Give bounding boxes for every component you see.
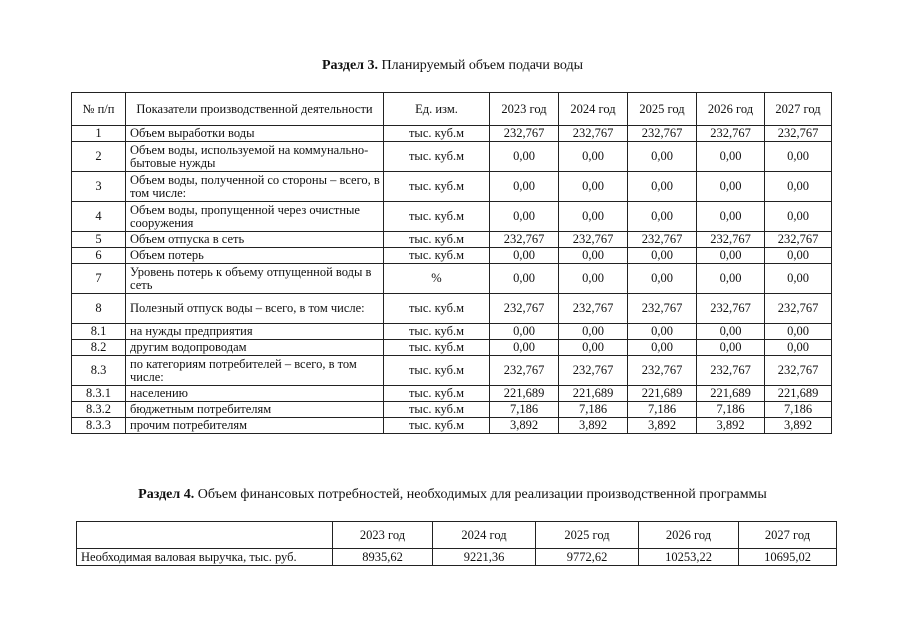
value-2025: 3,892 <box>628 418 697 434</box>
value-2023: 0,00 <box>490 202 559 232</box>
row-number: 1 <box>72 126 126 142</box>
table-header-row <box>77 522 837 549</box>
value-2027: 10695,02 <box>739 549 837 566</box>
row-number: 8.3.3 <box>72 418 126 434</box>
row-indicator: Объем отпуска в сеть <box>126 232 384 248</box>
value-2026: 0,00 <box>697 172 765 202</box>
table-row <box>72 232 832 248</box>
row-indicator: населению <box>126 386 384 402</box>
value-2026: 0,00 <box>697 324 765 340</box>
col-header-indicator: Показатели производственной деятельности <box>126 93 384 126</box>
value-2023: 0,00 <box>490 248 559 264</box>
value-2026: 3,892 <box>697 418 765 434</box>
value-2025: 0,00 <box>628 142 697 172</box>
value-2027: 3,892 <box>765 418 832 434</box>
value-2025: 0,00 <box>628 248 697 264</box>
table-row <box>72 202 832 232</box>
value-2023: 0,00 <box>490 172 559 202</box>
table-row <box>72 294 832 324</box>
water-supply-table <box>71 92 832 434</box>
value-2027: 232,767 <box>765 294 832 324</box>
col-header-2027: 2027 год <box>739 522 837 549</box>
col-header-unit: Ед. изм. <box>384 93 490 126</box>
row-number: 8.3.1 <box>72 386 126 402</box>
table-row <box>72 324 832 340</box>
value-2026: 0,00 <box>697 340 765 356</box>
table-row <box>72 386 832 402</box>
table-row <box>72 172 832 202</box>
row-unit: тыс. куб.м <box>384 418 490 434</box>
value-2023: 0,00 <box>490 324 559 340</box>
value-2026: 0,00 <box>697 142 765 172</box>
value-2027: 0,00 <box>765 202 832 232</box>
row-indicator: Объем воды, полученной со стороны – всего, в том числе: <box>126 172 384 202</box>
value-2024: 0,00 <box>559 202 628 232</box>
row-indicator: на нужды предприятия <box>126 324 384 340</box>
row-unit: тыс. куб.м <box>384 402 490 418</box>
value-2023: 232,767 <box>490 232 559 248</box>
value-2024: 221,689 <box>559 386 628 402</box>
row-indicator: по категориям потребителей – всего, в том числе: <box>126 356 384 386</box>
value-2026: 221,689 <box>697 386 765 402</box>
value-2024: 0,00 <box>559 142 628 172</box>
row-label: Необходимая валовая выручка, тыс. руб. <box>77 549 333 566</box>
value-2026: 232,767 <box>697 294 765 324</box>
table-row <box>72 418 832 434</box>
value-2025: 7,186 <box>628 402 697 418</box>
col-header-2025: 2025 год <box>628 93 697 126</box>
value-2023: 3,892 <box>490 418 559 434</box>
col-header-blank <box>77 522 333 549</box>
table-row <box>72 264 832 294</box>
row-unit: тыс. куб.м <box>384 142 490 172</box>
value-2027: 7,186 <box>765 402 832 418</box>
value-2023: 8935,62 <box>333 549 433 566</box>
value-2025: 0,00 <box>628 324 697 340</box>
row-number: 8 <box>72 294 126 324</box>
value-2023: 232,767 <box>490 294 559 324</box>
row-unit: % <box>384 264 490 294</box>
col-header-2026: 2026 год <box>639 522 739 549</box>
row-number: 8.3.2 <box>72 402 126 418</box>
row-number: 4 <box>72 202 126 232</box>
row-unit: тыс. куб.м <box>384 340 490 356</box>
col-header-2024: 2024 год <box>433 522 536 549</box>
value-2026: 232,767 <box>697 126 765 142</box>
value-2027: 232,767 <box>765 232 832 248</box>
value-2024: 9221,36 <box>433 549 536 566</box>
value-2025: 0,00 <box>628 172 697 202</box>
section4-title-bold: Раздел 4. <box>138 487 195 502</box>
value-2026: 0,00 <box>697 202 765 232</box>
value-2026: 0,00 <box>697 248 765 264</box>
value-2024: 7,186 <box>559 402 628 418</box>
row-unit: тыс. куб.м <box>384 202 490 232</box>
value-2027: 232,767 <box>765 356 832 386</box>
section3-title <box>0 58 905 74</box>
value-2025: 0,00 <box>628 340 697 356</box>
table-row <box>72 356 832 386</box>
col-header-2027: 2027 год <box>765 93 832 126</box>
value-2027: 0,00 <box>765 340 832 356</box>
value-2025: 232,767 <box>628 294 697 324</box>
value-2023: 232,767 <box>490 126 559 142</box>
row-number: 6 <box>72 248 126 264</box>
col-header-num: № п/п <box>72 93 126 126</box>
value-2023: 0,00 <box>490 340 559 356</box>
value-2024: 232,767 <box>559 232 628 248</box>
value-2024: 0,00 <box>559 248 628 264</box>
value-2026: 0,00 <box>697 264 765 294</box>
value-2025: 232,767 <box>628 232 697 248</box>
value-2024: 232,767 <box>559 356 628 386</box>
row-number: 8.1 <box>72 324 126 340</box>
value-2026: 7,186 <box>697 402 765 418</box>
value-2027: 0,00 <box>765 324 832 340</box>
value-2027: 0,00 <box>765 264 832 294</box>
row-indicator: прочим потребителям <box>126 418 384 434</box>
value-2026: 232,767 <box>697 356 765 386</box>
value-2027: 232,767 <box>765 126 832 142</box>
row-number: 3 <box>72 172 126 202</box>
row-unit: тыс. куб.м <box>384 232 490 248</box>
row-indicator: другим водопроводам <box>126 340 384 356</box>
row-indicator: Объем воды, пропущенной через очистные сооружения <box>126 202 384 232</box>
row-unit: тыс. куб.м <box>384 294 490 324</box>
table-row <box>77 549 837 566</box>
value-2025: 221,689 <box>628 386 697 402</box>
row-number: 8.3 <box>72 356 126 386</box>
value-2023: 7,186 <box>490 402 559 418</box>
value-2025: 232,767 <box>628 126 697 142</box>
value-2027: 0,00 <box>765 248 832 264</box>
value-2025: 9772,62 <box>536 549 639 566</box>
value-2023: 221,689 <box>490 386 559 402</box>
value-2025: 0,00 <box>628 264 697 294</box>
section3-title-bold: Раздел 3. <box>321 58 379 73</box>
financial-needs-table <box>76 521 837 566</box>
row-unit: тыс. куб.м <box>384 356 490 386</box>
value-2027: 0,00 <box>765 142 832 172</box>
value-2023: 232,767 <box>490 356 559 386</box>
value-2025: 0,00 <box>628 202 697 232</box>
value-2024: 232,767 <box>559 126 628 142</box>
row-indicator: Объем выработки воды <box>126 126 384 142</box>
row-unit: тыс. куб.м <box>384 386 490 402</box>
row-number: 5 <box>72 232 126 248</box>
value-2027: 0,00 <box>765 172 832 202</box>
section4-title-text: Объем финансовых потребностей, необходимых для реализации производственной программы <box>194 487 767 502</box>
col-header-2025: 2025 год <box>536 522 639 549</box>
col-header-2023: 2023 год <box>333 522 433 549</box>
value-2024: 3,892 <box>559 418 628 434</box>
row-unit: тыс. куб.м <box>384 172 490 202</box>
value-2026: 232,767 <box>697 232 765 248</box>
row-indicator: Объем потерь <box>126 248 384 264</box>
col-header-2024: 2024 год <box>559 93 628 126</box>
value-2024: 0,00 <box>559 264 628 294</box>
col-header-2023: 2023 год <box>490 93 559 126</box>
row-unit: тыс. куб.м <box>384 324 490 340</box>
table-row <box>72 126 832 142</box>
row-indicator: Полезный отпуск воды – всего, в том числе: <box>126 294 384 324</box>
row-unit: тыс. куб.м <box>384 126 490 142</box>
table-row <box>72 340 832 356</box>
section3-title-text: Планируемый объем подачи воды <box>378 58 584 73</box>
table-row <box>72 142 832 172</box>
value-2023: 0,00 <box>490 142 559 172</box>
row-indicator: Уровень потерь к объему отпущенной воды в сеть <box>126 264 384 294</box>
row-number: 8.2 <box>72 340 126 356</box>
value-2024: 0,00 <box>559 172 628 202</box>
value-2027: 221,689 <box>765 386 832 402</box>
section4-title <box>0 487 905 503</box>
col-header-2026: 2026 год <box>697 93 765 126</box>
value-2026: 10253,22 <box>639 549 739 566</box>
row-unit: тыс. куб.м <box>384 248 490 264</box>
table-row <box>72 402 832 418</box>
row-indicator: бюджетным потребителям <box>126 402 384 418</box>
table-row <box>72 248 832 264</box>
row-number: 2 <box>72 142 126 172</box>
table-header-row <box>72 93 832 126</box>
row-number: 7 <box>72 264 126 294</box>
value-2023: 0,00 <box>490 264 559 294</box>
value-2024: 232,767 <box>559 294 628 324</box>
value-2025: 232,767 <box>628 356 697 386</box>
value-2024: 0,00 <box>559 340 628 356</box>
value-2024: 0,00 <box>559 324 628 340</box>
row-indicator: Объем воды, используемой на коммунально-бытовые нужды <box>126 142 384 172</box>
